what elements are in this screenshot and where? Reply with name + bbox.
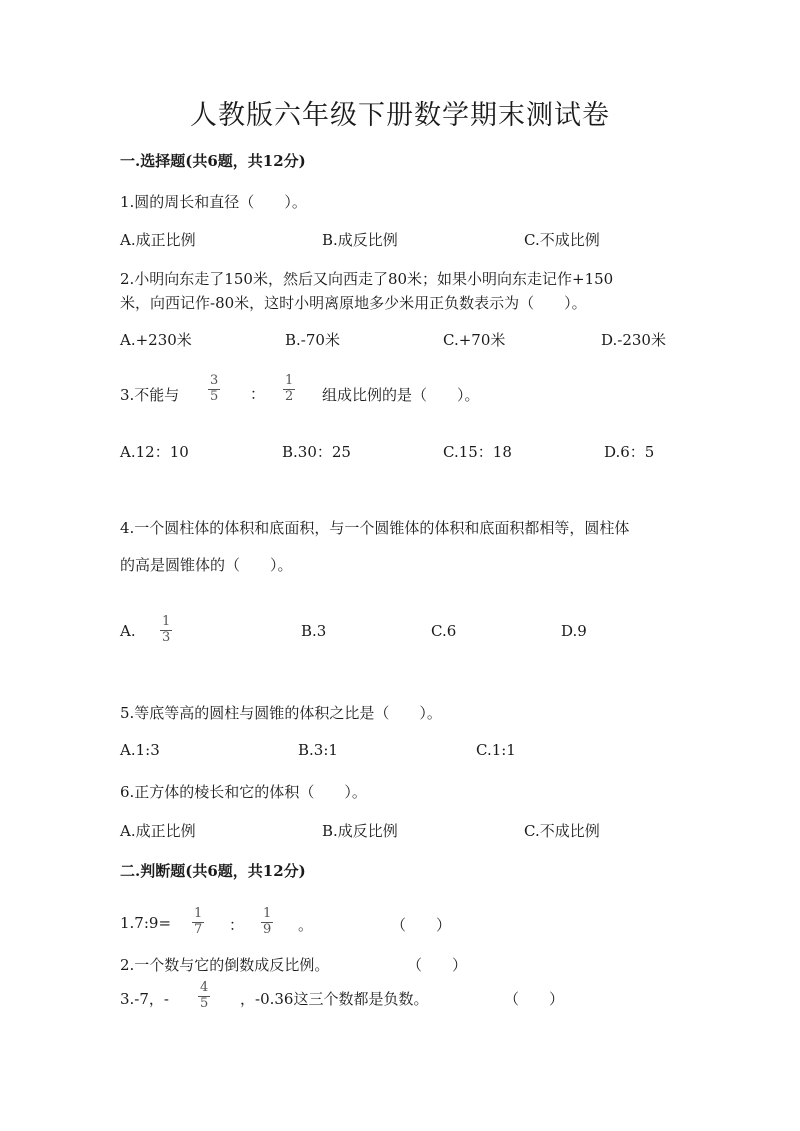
q1-option-a: A.成正比例 [120, 231, 196, 249]
q3-frac2-num: 1 [285, 373, 294, 388]
judge-1-colon: ： [229, 916, 245, 934]
q5-option-c: C.1:1 [476, 741, 516, 759]
judge-3-prefix: 3.-7，- [120, 990, 169, 1008]
q3-frac1-den: 5 [210, 388, 219, 404]
q5-option-b: B.3:1 [298, 741, 338, 759]
q3-option-d: D.6：5 [604, 443, 655, 461]
j1-frac2-num: 1 [263, 906, 272, 921]
j3-frac-num: 4 [200, 980, 209, 995]
judge-2-answer-paren[interactable]: （ ） [407, 956, 468, 974]
q2-option-d: D.-230米 [601, 331, 666, 349]
question-4-stem-line2: 的高是圆锥体的（ ）。 [120, 556, 293, 574]
question-2-stem-line1: 2.小明向东走了150米，然后又向西走了80米；如果小明向东走记作+150 [120, 270, 614, 288]
question-3-prefix: 3.不能与 [120, 386, 180, 404]
q3-option-b: B.30：25 [282, 443, 351, 461]
q3-frac1-num: 3 [210, 373, 219, 388]
question-5-stem: 5.等底等高的圆柱与圆锥的体积之比是（ ）。 [120, 704, 442, 722]
q3-option-c: C.15：18 [443, 443, 512, 461]
j1-frac2-den: 9 [263, 921, 272, 937]
q5-option-a: A.1:3 [120, 741, 160, 759]
j1-frac1-den: 7 [194, 921, 203, 937]
q6-option-a: A.成正比例 [120, 822, 196, 840]
question-4-stem-line1: 4.一个圆柱体的体积和底面积，与一个圆锥体的体积和底面积都相等，圆柱体 [120, 519, 630, 537]
q4-frac-den: 3 [162, 629, 171, 645]
q4-frac-num: 1 [162, 614, 171, 629]
q2-option-a: A.+230米 [120, 331, 192, 349]
section-heading-judgement: 二.判断题(共6题，共12分) [120, 862, 306, 880]
q4-option-a-fraction [160, 615, 172, 646]
judge-1-prefix: 1.7:9= [120, 914, 172, 932]
judge-1-suffix: 。 [298, 916, 314, 934]
judge-2-stem: 2.一个数与它的倒数成反比例。 [120, 956, 330, 974]
judge-3-fraction [198, 981, 210, 1012]
q3-fraction-1 [208, 374, 220, 405]
question-2-stem-line2: 米，向西记作-80米，这时小明离原地多少米用正负数表示为（ ）。 [120, 294, 587, 312]
q2-option-b: B.-70米 [285, 331, 340, 349]
q1-option-b: B.成反比例 [322, 231, 398, 249]
question-6-stem: 6.正方体的棱长和它的体积（ ）。 [120, 783, 367, 801]
judge-1-fraction-1 [192, 907, 204, 938]
q4-option-a-prefix: A. [120, 622, 136, 640]
judge-1-fraction-2 [261, 907, 273, 938]
q2-option-c: C.+70米 [443, 331, 506, 349]
q3-colon: ： [250, 385, 266, 403]
j3-frac-den: 5 [200, 995, 209, 1011]
question-1-stem: 1.圆的周长和直径（ ）。 [120, 193, 307, 211]
judge-3-answer-paren[interactable]: （ ） [504, 990, 565, 1008]
q6-option-c: C.不成比例 [524, 822, 600, 840]
q3-option-a: A.12：10 [120, 443, 189, 461]
q1-option-c: C.不成比例 [524, 231, 600, 249]
q6-option-b: B.成反比例 [322, 822, 398, 840]
q4-option-c: C.6 [431, 622, 457, 640]
q4-option-d: D.9 [561, 622, 587, 640]
judge-1-answer-paren[interactable]: （ ） [391, 916, 452, 934]
q3-fraction-2 [283, 374, 295, 405]
section-heading-choice: 一.选择题(共6题，共12分) [120, 152, 306, 170]
j1-frac1-num: 1 [194, 906, 203, 921]
question-3-suffix: 组成比例的是（ ）。 [322, 386, 480, 404]
q3-frac2-den: 2 [285, 388, 294, 404]
judge-3-suffix: ，-0.36这三个数都是负数。 [240, 990, 429, 1008]
q4-option-b: B.3 [301, 622, 327, 640]
page-title: 人教版六年级下册数学期末测试卷 [190, 100, 610, 131]
